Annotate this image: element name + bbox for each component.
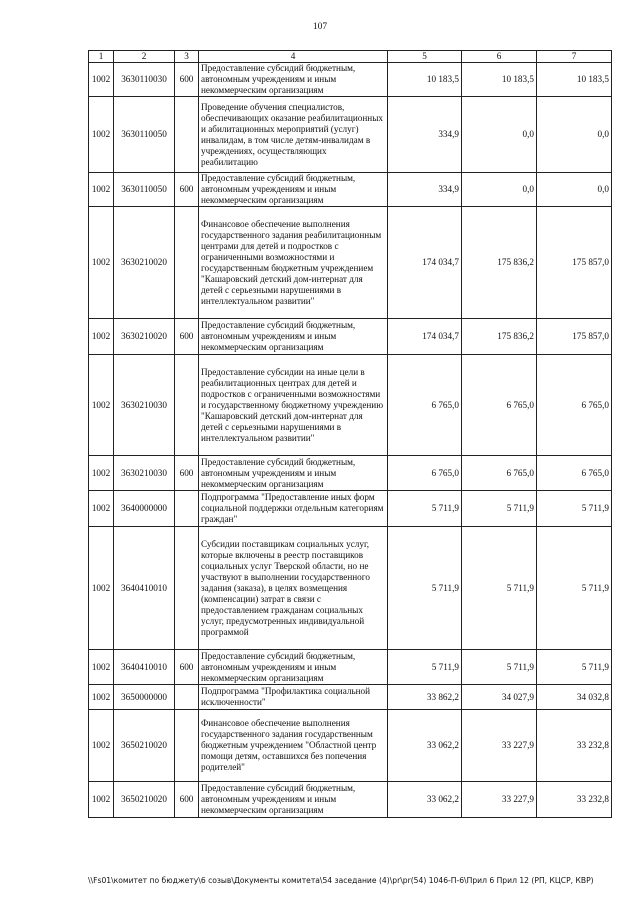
budget-table [88, 50, 612, 818]
amount-col-5: 33 062,2 [388, 782, 462, 818]
table-row [89, 456, 612, 491]
amount-col-7: 175 857,0 [537, 207, 612, 319]
header-col-5: 5 [388, 51, 462, 63]
expense-type-code [175, 207, 199, 319]
amount-col-6: 5 711,9 [462, 491, 537, 527]
section-code: 1002 [89, 319, 114, 355]
target-code: 3650210020 [114, 710, 175, 782]
row-description: Предоставление субсидий бюджетным, автономным учреждениям и иным некоммерческим организациям [199, 319, 388, 355]
amount-col-5: 174 034,7 [388, 319, 462, 355]
amount-col-5: 33 062,2 [388, 710, 462, 782]
footer-file-path: \\Fs01\комитет по бюджету\6 созыв\Документы комитета\54 заседание (4)\pr\pr(54) 1046-П-6\Прил 6 Прил 12 (РП, КЦСР, КВР) [88, 876, 594, 885]
expense-type-code [175, 685, 199, 710]
amount-col-6: 10 183,5 [462, 63, 537, 97]
amount-col-6: 0,0 [462, 173, 537, 207]
table-row [89, 97, 612, 173]
header-col-6: 6 [462, 51, 537, 63]
expense-type-code [175, 355, 199, 456]
row-description: Предоставление субсидий бюджетным, автономным учреждениям и иным некоммерческим организациям [199, 63, 388, 97]
table-row [89, 207, 612, 319]
header-col-7: 7 [537, 51, 612, 63]
amount-col-6: 6 765,0 [462, 355, 537, 456]
amount-col-6: 34 027,9 [462, 685, 537, 710]
row-description: Проведение обучения специалистов, обеспечивающих оказание реабилитационных и абилитационных мероприятий (услуг) инвалидам, в том числе детям-инвалидам в учреждениях, осуществляющих реабилитацию [199, 97, 388, 173]
section-code: 1002 [89, 650, 114, 685]
amount-col-5: 174 034,7 [388, 207, 462, 319]
section-code: 1002 [89, 63, 114, 97]
row-description: Предоставление субсидии на иные цели в реабилитационных центрах для детей и подростков с ограниченными возможностями и государственному бюджетному учреждению "Кашаровский детский дом-интернат для детей с серьезными нарушениями в интеллектуальном развитии" [199, 355, 388, 456]
target-code: 3630210030 [114, 456, 175, 491]
target-code: 3630210020 [114, 207, 175, 319]
amount-col-6: 33 227,9 [462, 782, 537, 818]
expense-type-code [175, 97, 199, 173]
amount-col-5: 10 183,5 [388, 63, 462, 97]
table-row [89, 63, 612, 97]
amount-col-7: 34 032,8 [537, 685, 612, 710]
section-code: 1002 [89, 207, 114, 319]
target-code: 3630110050 [114, 173, 175, 207]
amount-col-7: 33 232,8 [537, 710, 612, 782]
amount-col-7: 0,0 [537, 97, 612, 173]
header-col-3: 3 [175, 51, 199, 63]
section-code: 1002 [89, 97, 114, 173]
amount-col-5: 5 711,9 [388, 491, 462, 527]
amount-col-7: 0,0 [537, 173, 612, 207]
amount-col-7: 5 711,9 [537, 527, 612, 650]
section-code: 1002 [89, 491, 114, 527]
amount-col-6: 5 711,9 [462, 527, 537, 650]
amount-col-7: 6 765,0 [537, 355, 612, 456]
target-code: 3630110050 [114, 97, 175, 173]
target-code: 3650000000 [114, 685, 175, 710]
expense-type-code: 600 [175, 456, 199, 491]
row-description: Подпрограмма "Профилактика социальной исключенности" [199, 685, 388, 710]
row-description: Подпрограмма "Предоставление иных форм социальной поддержки отдельным категориям граждан" [199, 491, 388, 527]
row-description: Финансовое обеспечение выполнения государственного задания государственным бюджетным учреждением "Областной центр помощи детям, оставшихся без попечения родителей" [199, 710, 388, 782]
target-code: 3630210030 [114, 355, 175, 456]
expense-type-code: 600 [175, 63, 199, 97]
target-code: 3650210020 [114, 782, 175, 818]
table-header-row [89, 51, 612, 63]
amount-col-5: 5 711,9 [388, 650, 462, 685]
table-row [89, 527, 612, 650]
row-description: Субсидии поставщикам социальных услуг, которые включены в реестр поставщиков социальных услуг Тверской области, но не участвуют в выполнении государственного задания (заказа), в целях возмещения (компенсации) затрат в связи с предоставлением гражданам социальных услуг, предусмотренных индивидуальной программой [199, 527, 388, 650]
section-code: 1002 [89, 782, 114, 818]
target-code: 3630210020 [114, 319, 175, 355]
section-code: 1002 [89, 173, 114, 207]
amount-col-7: 5 711,9 [537, 650, 612, 685]
row-description: Предоставление субсидий бюджетным, автономным учреждениям и иным некоммерческим организациям [199, 782, 388, 818]
amount-col-6: 33 227,9 [462, 710, 537, 782]
section-code: 1002 [89, 527, 114, 650]
expense-type-code: 600 [175, 173, 199, 207]
expense-type-code: 600 [175, 650, 199, 685]
header-col-4: 4 [199, 51, 388, 63]
amount-col-5: 6 765,0 [388, 355, 462, 456]
amount-col-7: 175 857,0 [537, 319, 612, 355]
expense-type-code [175, 491, 199, 527]
target-code: 3640410010 [114, 527, 175, 650]
amount-col-6: 6 765,0 [462, 456, 537, 491]
row-description: Предоставление субсидий бюджетным, автономным учреждениям и иным некоммерческим организациям [199, 456, 388, 491]
amount-col-7: 10 183,5 [537, 63, 612, 97]
expense-type-code [175, 527, 199, 650]
amount-col-6: 5 711,9 [462, 650, 537, 685]
section-code: 1002 [89, 456, 114, 491]
table-row [89, 685, 612, 710]
section-code: 1002 [89, 710, 114, 782]
table-row [89, 710, 612, 782]
amount-col-7: 5 711,9 [537, 491, 612, 527]
amount-col-5: 6 765,0 [388, 456, 462, 491]
target-code: 3640000000 [114, 491, 175, 527]
section-code: 1002 [89, 685, 114, 710]
page-number: 107 [312, 22, 328, 32]
header-col-1: 1 [89, 51, 114, 63]
row-description: Предоставление субсидий бюджетным, автономным учреждениям и иным некоммерческим организациям [199, 173, 388, 207]
table-row [89, 173, 612, 207]
amount-col-5: 334,9 [388, 173, 462, 207]
header-col-2: 2 [114, 51, 175, 63]
amount-col-5: 5 711,9 [388, 527, 462, 650]
section-code: 1002 [89, 355, 114, 456]
table-row [89, 782, 612, 818]
amount-col-7: 6 765,0 [537, 456, 612, 491]
table-row [89, 491, 612, 527]
table-row [89, 650, 612, 685]
target-code: 3630110030 [114, 63, 175, 97]
amount-col-6: 0,0 [462, 97, 537, 173]
amount-col-5: 334,9 [388, 97, 462, 173]
amount-col-6: 175 836,2 [462, 319, 537, 355]
table-row [89, 319, 612, 355]
expense-type-code: 600 [175, 782, 199, 818]
target-code: 3640410010 [114, 650, 175, 685]
row-description: Предоставление субсидий бюджетным, автономным учреждениям и иным некоммерческим организациям [199, 650, 388, 685]
expense-type-code: 600 [175, 319, 199, 355]
amount-col-5: 33 862,2 [388, 685, 462, 710]
amount-col-6: 175 836,2 [462, 207, 537, 319]
expense-type-code [175, 710, 199, 782]
table-row [89, 355, 612, 456]
amount-col-7: 33 232,8 [537, 782, 612, 818]
row-description: Финансовое обеспечение выполнения государственного задания реабилитационным центрами для детей и подростков с ограниченными возможностями и государственным бюджетным учреждением "Кашаровский детский дом-интернат для детей с серьезными нарушениями в интеллектуальном развитии" [199, 207, 388, 319]
